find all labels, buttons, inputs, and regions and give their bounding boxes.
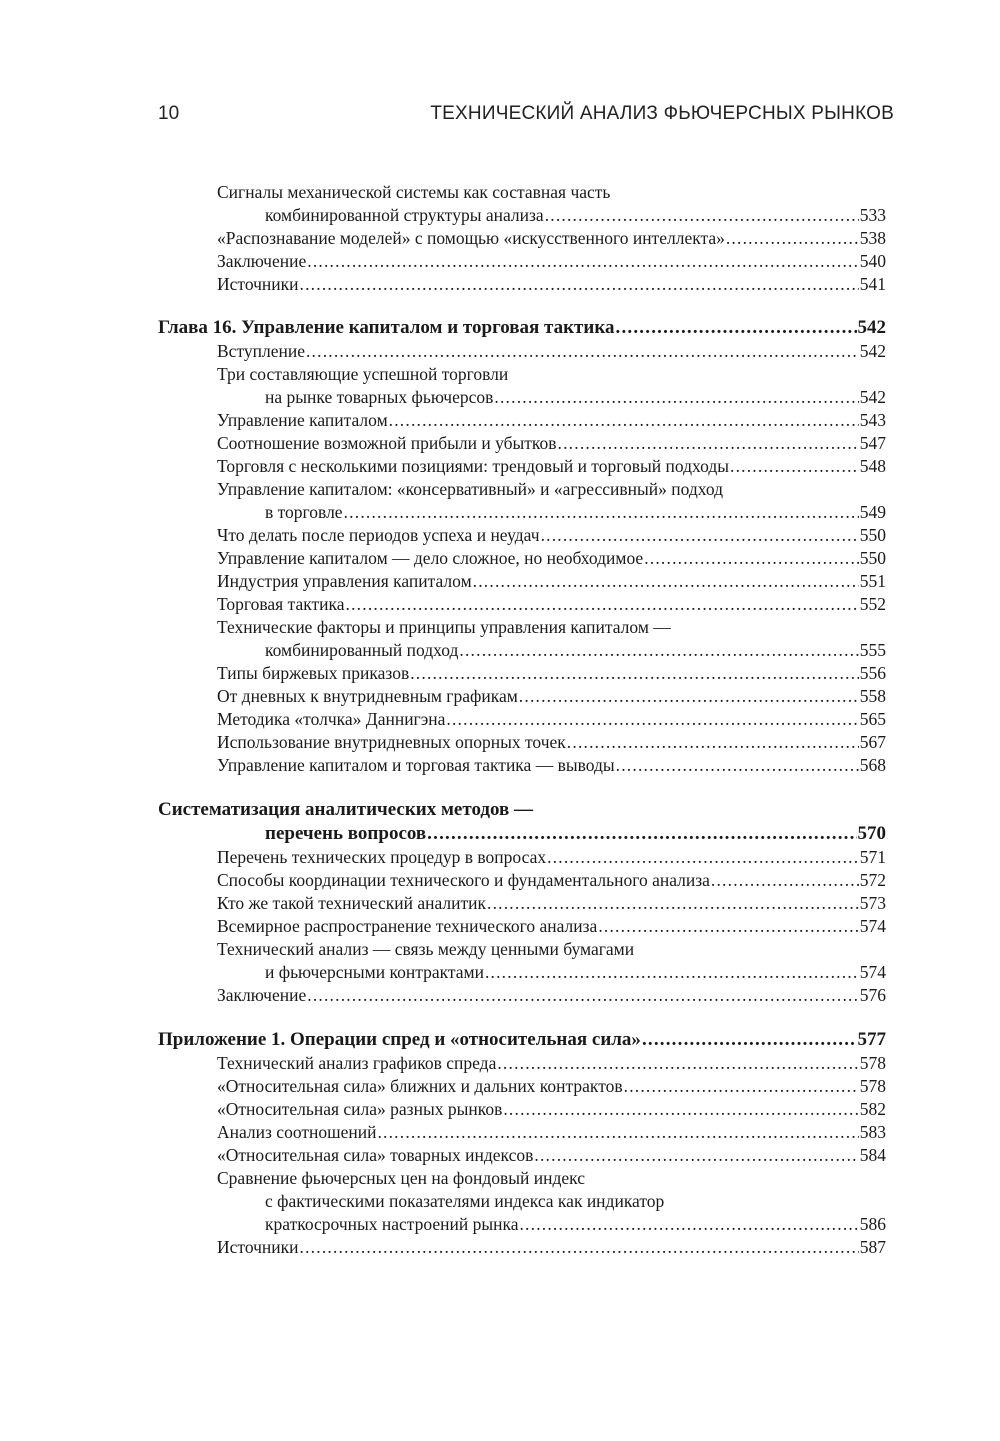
toc-systematization-heading-cont[interactable]: перечень вопросов ..... 570 xyxy=(158,822,886,846)
toc-entry[interactable]: Заключение ..... 540 xyxy=(158,250,886,273)
toc-entry[interactable]: Технический анализ графиков спреда ..... 578 xyxy=(158,1052,886,1075)
leader-dots xyxy=(497,1052,858,1075)
leader-dots xyxy=(711,869,859,892)
leader-dots xyxy=(307,984,859,1007)
leader-dots xyxy=(344,501,859,524)
leader-dots xyxy=(644,547,859,570)
page-ref: 582 xyxy=(859,1099,886,1119)
spacer xyxy=(158,1007,886,1028)
leader-dots xyxy=(473,570,859,593)
leader-dots xyxy=(503,1098,858,1121)
page-ref: 550 xyxy=(859,548,886,568)
toc-entry[interactable]: Анализ соотношений ..... 583 xyxy=(158,1121,886,1144)
page-ref: 542 xyxy=(859,341,886,361)
spacer xyxy=(158,777,886,798)
toc-entry[interactable]: Три составляющие успешной торговли xyxy=(217,364,509,384)
page-ref: 578 xyxy=(859,1076,886,1096)
running-title: ТЕХНИЧЕСКИЙ АНАЛИЗ ФЬЮЧЕРСНЫХ РЫНКОВ xyxy=(430,103,894,124)
toc-entry[interactable]: Управление капиталом и торговая тактика — выводы ..... 568 xyxy=(158,754,886,777)
page-ref: 552 xyxy=(859,594,886,614)
leader-dots xyxy=(410,662,859,685)
toc-entry[interactable]: в торговле ..... 549 xyxy=(158,501,886,524)
leader-dots xyxy=(494,386,858,409)
leader-dots xyxy=(616,754,859,777)
leader-dots xyxy=(642,1028,857,1052)
toc-entry[interactable]: Использование внутридневных опорных точек ..... 567 xyxy=(158,731,886,754)
leader-dots xyxy=(598,915,858,938)
toc-entry[interactable]: Способы координации технического и фундаментального анализа ..... 572 xyxy=(158,869,886,892)
page-ref: 540 xyxy=(859,251,886,271)
toc-systematization-heading[interactable]: Систематизация аналитических методов — xyxy=(158,799,534,820)
page-ref: 578 xyxy=(859,1053,886,1073)
page-ref: 574 xyxy=(859,916,886,936)
page-ref: 542 xyxy=(859,387,886,407)
leader-dots xyxy=(389,409,859,432)
toc-entry[interactable]: Типы биржевых приказов ..... 556 xyxy=(158,662,886,685)
leader-dots xyxy=(726,227,859,250)
table-of-contents xyxy=(158,181,886,1259)
page-ref: 570 xyxy=(857,823,886,844)
page-ref: 576 xyxy=(859,985,886,1005)
toc-entry[interactable]: и фьючерсными контрактами ..... 574 xyxy=(158,961,886,984)
page-ref: 550 xyxy=(859,525,886,545)
toc-entry[interactable]: Что делать после периодов успеха и неудач ..... 550 xyxy=(158,524,886,547)
toc-entry[interactable]: Индустрия управления капиталом ..... 551 xyxy=(158,570,886,593)
toc-chapter-16[interactable]: Глава 16. Управление капиталом и торговая тактика ..... 542 xyxy=(158,316,886,340)
toc-entry[interactable]: Сравнение фьючерсных цен на фондовый индекс xyxy=(217,1168,586,1188)
page-ref: 573 xyxy=(859,893,886,913)
leader-dots xyxy=(519,1213,858,1236)
page-ref: 558 xyxy=(859,686,886,706)
toc-entry[interactable]: Управление капиталом: «консервативный» и «агрессивный» подход xyxy=(217,479,724,499)
page-ref: 547 xyxy=(859,433,886,453)
leader-dots xyxy=(545,204,859,227)
toc-entry[interactable]: «Относительная сила» товарных индексов ..... 584 xyxy=(158,1144,886,1167)
toc-entry[interactable]: Торговая тактика ..... 552 xyxy=(158,593,886,616)
toc-entry[interactable]: Управление капиталом ..... 543 xyxy=(158,409,886,432)
page-ref: 567 xyxy=(859,732,886,752)
toc-entry[interactable]: на рынке товарных фьючерсов ..... 542 xyxy=(158,386,886,409)
page-ref: 543 xyxy=(859,410,886,430)
page-ref: 577 xyxy=(857,1029,886,1050)
leader-dots xyxy=(300,273,859,296)
toc-entry[interactable]: Методика «толчка» Даннигэна ..... 565 xyxy=(158,708,886,731)
toc-entry[interactable]: Технические факторы и принципы управления капиталом — xyxy=(217,617,671,637)
page-ref: 542 xyxy=(857,317,886,338)
toc-entry[interactable]: с фактическими показателями индекса как индикатор xyxy=(265,1191,665,1211)
toc-entry[interactable]: Источники ..... 541 xyxy=(158,273,886,296)
running-header xyxy=(158,103,894,133)
leader-dots xyxy=(346,593,859,616)
page-ref: 571 xyxy=(859,847,886,867)
leader-dots xyxy=(459,639,858,662)
leader-dots xyxy=(519,685,859,708)
toc-entry[interactable]: краткосрочных настроений рынка ..... 586 xyxy=(158,1213,886,1236)
leader-dots xyxy=(567,731,859,754)
page-ref: 541 xyxy=(859,274,886,294)
toc-entry[interactable]: Соотношение возможной прибыли и убытков ..... 547 xyxy=(158,432,886,455)
leader-dots xyxy=(624,1075,859,1098)
leader-dots xyxy=(487,892,859,915)
leader-dots xyxy=(485,961,859,984)
leader-dots xyxy=(616,316,857,340)
page-ref: 572 xyxy=(859,870,886,890)
leader-dots xyxy=(306,340,859,363)
page-ref: 549 xyxy=(859,502,886,522)
page-ref: 565 xyxy=(859,709,886,729)
toc-entry[interactable]: Всемирное распространение технического анализа ..... 574 xyxy=(158,915,886,938)
leader-dots xyxy=(446,708,858,731)
leader-dots xyxy=(300,1236,859,1259)
leader-dots xyxy=(427,822,856,846)
leader-dots xyxy=(558,432,859,455)
toc-entry[interactable]: Источники ..... 587 xyxy=(158,1236,886,1259)
page-ref: 538 xyxy=(859,228,886,248)
page-ref: 568 xyxy=(859,755,886,775)
toc-appendix-1[interactable]: Приложение 1. Операции спред и «относительная сила» ..... 577 xyxy=(158,1028,886,1052)
toc-entry[interactable]: Заключение ..... 576 xyxy=(158,984,886,1007)
toc-entry[interactable]: комбинированной структуры анализа ..... 533 xyxy=(158,204,886,227)
toc-entry[interactable]: «Относительная сила» разных рынков ..... 582 xyxy=(158,1098,886,1121)
page-ref: 584 xyxy=(859,1145,886,1165)
toc-entry[interactable]: Торговля с несколькими позициями: трендовый и торговый подходы ..... 548 xyxy=(158,455,886,478)
leader-dots xyxy=(547,846,859,869)
page-ref: 574 xyxy=(859,962,886,982)
toc-entry[interactable]: комбинированный подход ..... 555 xyxy=(158,639,886,662)
toc-entry[interactable]: «Относительная сила» ближних и дальних контрактов ..... 578 xyxy=(158,1075,886,1098)
toc-entry[interactable]: От дневных к внутридневным графикам ..... 558 xyxy=(158,685,886,708)
leader-dots xyxy=(730,455,859,478)
page-number: 10 xyxy=(158,103,180,124)
toc-entry[interactable]: Кто же такой технический аналитик ..... 573 xyxy=(158,892,886,915)
toc-entry[interactable]: «Распознавание моделей» с помощью «искусственного интеллекта» ..... 538 xyxy=(158,227,886,250)
page-ref: 587 xyxy=(859,1237,886,1257)
page-ref: 533 xyxy=(859,205,886,225)
toc-entry[interactable]: Сигналы механической системы как составная часть xyxy=(217,182,611,202)
page-ref: 551 xyxy=(859,571,886,591)
leader-dots xyxy=(307,250,859,273)
leader-dots xyxy=(541,524,859,547)
toc-entry[interactable]: Перечень технических процедур в вопросах ..... 571 xyxy=(158,846,886,869)
page-ref: 586 xyxy=(859,1214,886,1234)
page-ref: 548 xyxy=(859,456,886,476)
leader-dots xyxy=(377,1121,858,1144)
page-ref: 556 xyxy=(859,663,886,683)
page-ref: 555 xyxy=(859,640,886,660)
toc-entry[interactable]: Технический анализ — связь между ценными бумагами xyxy=(217,939,635,959)
page-ref: 583 xyxy=(859,1122,886,1142)
leader-dots xyxy=(534,1144,858,1167)
spacer xyxy=(158,296,886,316)
toc-entry[interactable]: Вступление ..... 542 xyxy=(158,340,886,363)
toc-entry[interactable]: Управление капиталом — дело сложное, но необходимое ..... 550 xyxy=(158,547,886,570)
